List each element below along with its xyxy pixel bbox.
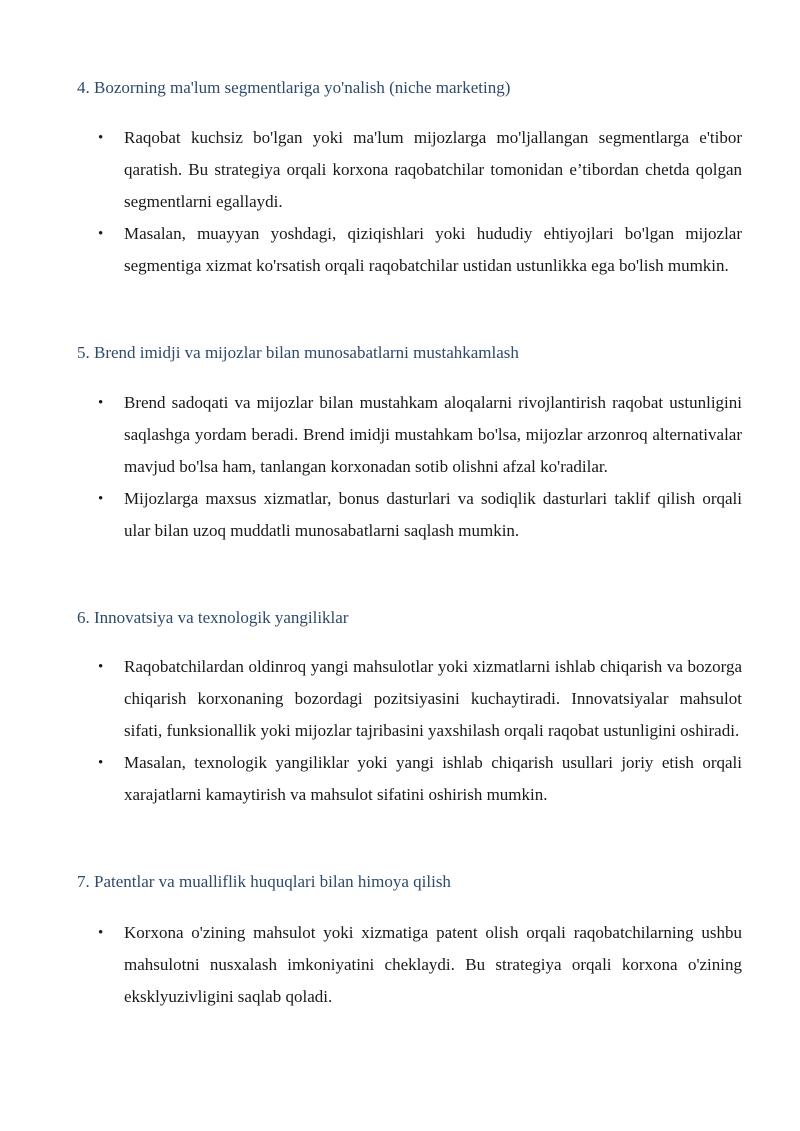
list-item-text: Brend sadoqati va mijozlar bilan mustahkam aloqalarni rivojlantirish raqobat ustunligini saqlashga yordam beradi. Brend imidji mustahkam bo'lsa, mijozlar arzonroq alternativalar mavjud bo'lsa ham, tanlangan korxonadan sotib olishni afzal ko'radilar. [124, 393, 742, 476]
list-item [96, 483, 742, 547]
list-item [96, 218, 742, 282]
bullet-list-7 [96, 917, 742, 1013]
bullet-icon: • [98, 226, 104, 242]
section-heading-6: 6. Innovatsiya va texnologik yangiliklar [77, 608, 349, 627]
list-item [96, 651, 742, 747]
bullet-list-6 [96, 651, 742, 811]
bullet-icon: • [98, 659, 104, 675]
list-item [96, 122, 742, 218]
list-item [96, 387, 742, 483]
bullet-list-5 [96, 387, 742, 547]
list-item-text: Masalan, muayyan yoshdagi, qiziqishlari yoki hududiy ehtiyojlari bo'lgan mijozlar segmentiga xizmat ko'rsatish orqali raqobatchilar ustidan ustunlikka ega bo'lish mumkin. [124, 224, 742, 275]
bullet-list-4 [96, 122, 742, 282]
section-heading-5: 5. Brend imidji va mijozlar bilan munosabatlarni mustahkamlash [77, 343, 519, 362]
list-item-text: Raqobatchilardan oldinroq yangi mahsulotlar yoki xizmatlarni ishlab chiqarish va bozorga chiqarish korxonaning bozordagi pozitsiyasini kuchaytiradi. Innovatsiyalar mahsulot sifati, funksionallik yoki mijozlar tajribasini yaxshilash orqali raqobat ustunligini oshiradi. [124, 657, 742, 740]
section-heading-4: 4. Bozorning ma'lum segmentlariga yo'nalish (niche marketing) [77, 78, 511, 97]
bullet-icon: • [98, 130, 104, 146]
list-item-text: Masalan, texnologik yangiliklar yoki yangi ishlab chiqarish usullari joriy etish orqali xarajatlarni kamaytirish va mahsulot sifatini oshirish mumkin. [124, 753, 742, 804]
list-item-text: Korxona o'zining mahsulot yoki xizmatiga patent olish orqali raqobatchilarning ushbu mahsulotni nusxalash imkoniyatini cheklaydi. Bu strategiya orqali korxona o'zining eksklyuzivligini saqlab qoladi. [124, 923, 742, 1006]
section-heading-7: 7. Patentlar va mualliflik huquqlari bilan himoya qilish [77, 872, 451, 891]
bullet-icon: • [98, 755, 104, 771]
list-item-text: Mijozlarga maxsus xizmatlar, bonus dasturlari va sodiqlik dasturlari taklif qilish orqali ular bilan uzoq muddatli munosabatlarni saqlash mumkin. [124, 489, 742, 540]
list-item [96, 917, 742, 1013]
bullet-icon: • [98, 395, 104, 411]
list-item [96, 747, 742, 811]
bullet-icon: • [98, 491, 104, 507]
bullet-icon: • [98, 925, 104, 941]
list-item-text: Raqobat kuchsiz bo'lgan yoki ma'lum mijozlarga mo'ljallangan segmentlarga e'tibor qaratish. Bu strategiya orqali korxona raqobatchilar tomonidan e’tibordan chetda qolgan segmentlarni egallaydi. [124, 128, 742, 211]
